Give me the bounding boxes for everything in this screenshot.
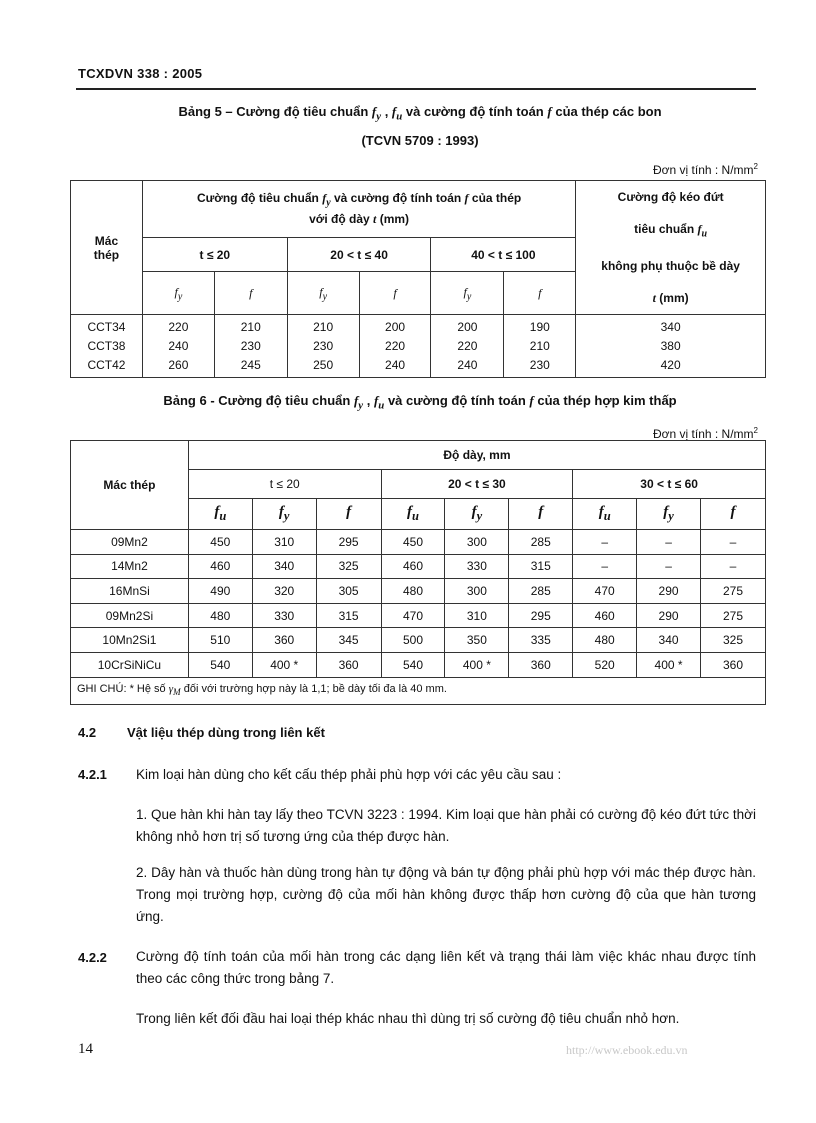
value-cell: 480 xyxy=(188,603,252,628)
value-cell: 345 xyxy=(316,628,381,653)
thickness-header: Độ dày, mm xyxy=(188,441,765,470)
grade-cell: 09Mn2 xyxy=(71,530,189,555)
thickness-range-3: 30 < t ≤ 60 xyxy=(573,470,766,499)
value-cell: 400 * xyxy=(445,652,509,677)
table-row xyxy=(71,554,766,579)
sub-header-cell: $f_u$ xyxy=(188,499,252,530)
sub-header-cell: f xyxy=(509,499,573,530)
table6-unit: Đơn vị tính : $N/mm^2$ xyxy=(652,426,758,441)
table6-caption: Bảng 6 - Cường độ tiêu chuẩn $f_y$ , $f_u$ và cường độ tính toán f của thép hợp kim thấp xyxy=(163,393,677,412)
value-cell: 295 xyxy=(509,603,573,628)
value-cell: 540 xyxy=(188,652,252,677)
table-row xyxy=(71,579,766,604)
steel-grade-header: Mác thép xyxy=(71,441,189,530)
thickness-range-2: 20 < t ≤ 30 xyxy=(381,470,573,499)
table5-caption-mid: và cường độ tính toán xyxy=(405,104,544,119)
value-cell: 470 xyxy=(573,579,637,604)
value-cell: 460 xyxy=(188,554,252,579)
table5-caption-ref: (TCVN 5709 : 1993) xyxy=(361,133,479,148)
value-cell: 400 * xyxy=(637,652,701,677)
value-cell: 460 xyxy=(573,603,637,628)
fu-column: 340 380 420 xyxy=(576,315,766,378)
section-4-2-number: 4.2 xyxy=(78,725,97,740)
value-cell: – xyxy=(701,530,766,555)
table5-unit: Đơn vị tính : $N/mm^2$ xyxy=(652,162,758,177)
sub-header-cell: f xyxy=(316,499,381,530)
value-cell: 510 xyxy=(188,628,252,653)
value-cell: 310 xyxy=(252,530,316,555)
sub-header-cell: $f_u$ xyxy=(573,499,637,530)
f-column-1: 210 230 245 xyxy=(214,315,287,378)
value-cell: 460 xyxy=(381,554,445,579)
value-cell: – xyxy=(637,554,701,579)
thickness-range-2: 20 < t ≤ 40 xyxy=(287,238,431,272)
grade-cell: 10Mn2Si1 xyxy=(71,628,189,653)
value-cell: 330 xyxy=(252,603,316,628)
fy-column-1: 220 240 260 xyxy=(142,315,214,378)
sub-header-cell: f xyxy=(701,499,766,530)
value-cell: 285 xyxy=(509,530,573,555)
value-cell: 275 xyxy=(701,579,766,604)
table-row xyxy=(71,603,766,628)
value-cell: 305 xyxy=(316,579,381,604)
section-4-2-2-number: 4.2.2 xyxy=(78,950,107,965)
value-cell: 335 xyxy=(509,628,573,653)
value-cell: 450 xyxy=(188,530,252,555)
value-cell: 480 xyxy=(381,579,445,604)
sub-header-cell: $f_y$ xyxy=(252,499,316,530)
section-4-2-title: Vật liệu thép dùng trong liên kết xyxy=(127,725,325,740)
fy-header-3: $f_y$ xyxy=(431,272,504,315)
table6-note: GHI CHÚ: * Hệ số $\gamma_M$ đối với trường hợp này là 1,1; bề dày tối đa là 40 mm. xyxy=(71,677,766,704)
value-cell: 360 xyxy=(252,628,316,653)
header-rule xyxy=(76,88,756,90)
value-cell: 290 xyxy=(637,579,701,604)
table5-caption-post: của thép các bon xyxy=(555,104,662,119)
grade-cell: 10CrSiNiCu xyxy=(71,652,189,677)
document-code: TCXDVN 338 : 2005 xyxy=(78,66,203,81)
fy-column-3: 200 220 240 xyxy=(431,315,504,378)
grade-column: CCT34 CCT38 CCT42 xyxy=(71,315,143,378)
f-header-2: f xyxy=(359,272,431,315)
value-cell: – xyxy=(637,530,701,555)
value-cell: 310 xyxy=(445,603,509,628)
section-4-2-2-text: Cường độ tính toán của mối hàn trong các dạng liên kết và trạng thái làm việc khác nhau được tính theo các công thức trong bảng 7. xyxy=(136,949,756,986)
value-cell: – xyxy=(573,530,637,555)
grade-cell: 14Mn2 xyxy=(71,554,189,579)
section-4-2-1-item2: 2. Dây hàn và thuốc hàn dùng trong hàn tự động và bán tự động phải phù hợp với mác thép được hàn. Trong mọi trường hợp, cường độ của mối hàn không được thấp hơn cường độ của que hàn tương ứng. xyxy=(136,865,756,924)
value-cell: 350 xyxy=(445,628,509,653)
value-cell: 295 xyxy=(316,530,381,555)
watermark: http://www.ebook.edu.vn xyxy=(566,1043,688,1057)
value-cell: 300 xyxy=(445,579,509,604)
table5-caption-pre: Bảng 5 – Cường độ tiêu chuẩn xyxy=(178,104,369,119)
sub-header-cell: $f_u$ xyxy=(381,499,445,530)
section-4-2-2-text2: Trong liên kết đối đầu hai loại thép khác nhau thì dùng trị số cường độ tiêu chuẩn nhỏ hơn. xyxy=(136,1011,680,1026)
value-cell: – xyxy=(701,554,766,579)
steel-grade-header: Mác thép xyxy=(71,181,143,315)
grade-cell: 09Mn2Si xyxy=(71,603,189,628)
fy-column-2: 210 230 250 xyxy=(287,315,359,378)
value-cell: 480 xyxy=(573,628,637,653)
table-row xyxy=(71,652,766,677)
table-row xyxy=(71,530,766,555)
tensile-strength-header: Cường độ kéo đứt tiêu chuẩn $f_u$ không phụ thuộc bề dày t (mm) xyxy=(576,181,766,315)
value-cell: 360 xyxy=(509,652,573,677)
f-symbol: f xyxy=(547,104,552,119)
table5-caption: Bảng 5 – Cường độ tiêu chuẩn $f_y$ , $f_u$ và cường độ tính toán f của thép các bon xyxy=(178,104,662,123)
thickness-range-1: t ≤ 20 xyxy=(142,238,287,272)
fy-symbol: $f_y$ xyxy=(371,104,382,123)
value-cell: 315 xyxy=(316,603,381,628)
fu-symbol: $f_u$ xyxy=(391,104,403,123)
value-cell: 360 xyxy=(316,652,381,677)
value-cell: 300 xyxy=(445,530,509,555)
fy-header-1: $f_y$ xyxy=(142,272,214,315)
f-header-1: f xyxy=(214,272,287,315)
page-number: 14 xyxy=(78,1041,93,1057)
sub-header-cell: $f_y$ xyxy=(637,499,701,530)
value-cell: 325 xyxy=(701,628,766,653)
value-cell: 315 xyxy=(509,554,573,579)
sub-header-cell: $f_y$ xyxy=(445,499,509,530)
section-4-2-1-number: 4.2.1 xyxy=(78,767,107,782)
section-4-2-1-intro: Kim loại hàn dùng cho kết cấu thép phải phù hợp với các yêu cầu sau : xyxy=(136,767,562,782)
f-column-3: 190 210 230 xyxy=(504,315,576,378)
value-cell: 540 xyxy=(381,652,445,677)
value-cell: 450 xyxy=(381,530,445,555)
value-cell: 470 xyxy=(381,603,445,628)
value-cell: 490 xyxy=(188,579,252,604)
table6-body xyxy=(71,530,766,678)
section-4-2-1-item1: 1. Que hàn khi hàn tay lấy theo TCVN 3223 : 1994. Kim loại que hàn phải có cường độ kéo đứt tức thời không nhỏ hơn trị số tương ứng của thép được hàn. xyxy=(136,807,756,844)
value-cell: 360 xyxy=(701,652,766,677)
fy-header-2: $f_y$ xyxy=(287,272,359,315)
value-cell: 320 xyxy=(252,579,316,604)
value-cell: 285 xyxy=(509,579,573,604)
value-cell: 520 xyxy=(573,652,637,677)
f-header-3: f xyxy=(504,272,576,315)
thickness-range-1: t ≤ 20 xyxy=(188,470,381,499)
f-column-2: 200 220 240 xyxy=(359,315,431,378)
value-cell: 340 xyxy=(637,628,701,653)
table-row xyxy=(71,628,766,653)
value-cell: 400 * xyxy=(252,652,316,677)
strength-group-header: Cường độ tiêu chuẩn $f_y$ và cường độ tính toán f của thép với độ dày t (mm) xyxy=(142,181,575,238)
table5 xyxy=(70,180,766,378)
grade-cell: 16MnSi xyxy=(71,579,189,604)
value-cell: 340 xyxy=(252,554,316,579)
value-cell: 290 xyxy=(637,603,701,628)
thickness-range-3: 40 < t ≤ 100 xyxy=(431,238,576,272)
value-cell: 275 xyxy=(701,603,766,628)
table6 xyxy=(70,440,766,705)
value-cell: – xyxy=(573,554,637,579)
value-cell: 330 xyxy=(445,554,509,579)
value-cell: 325 xyxy=(316,554,381,579)
value-cell: 500 xyxy=(381,628,445,653)
